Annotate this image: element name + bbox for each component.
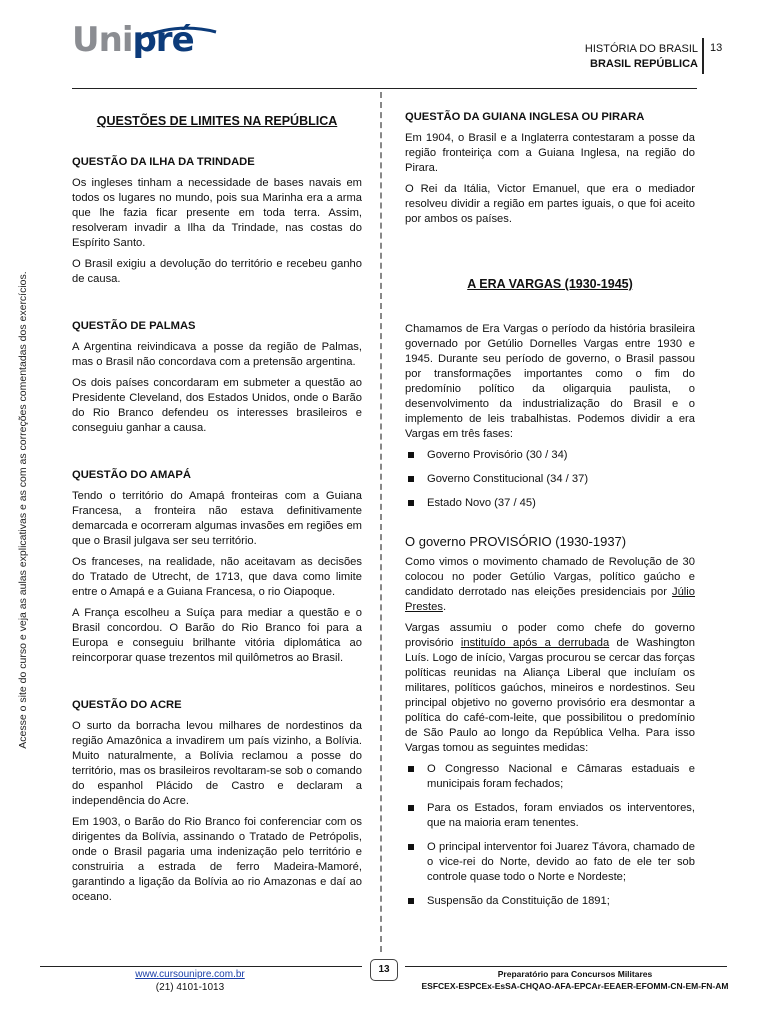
heading-palmas: QUESTÃO DE PALMAS — [72, 320, 196, 332]
side-note-text: Acesse o site do curso e veja as aulas explicativas e as com as correções comentadas dos exercícios. — [17, 271, 29, 749]
side-note — [8, 250, 38, 770]
header-divider — [702, 38, 704, 74]
paragraph: O surto da borracha levou milhares de nordestinos da região Amazônica a invadirem um país vizinho, a Bolívia. Muito naturalmente, a Bolívia reclamou a posse do território, mas os brasileiros revoltaram-se sob o comando do espanhol Plácido de Castro e declaram a independência do Acre. — [72, 720, 362, 807]
section-title-limites: QUESTÕES DE LIMITES NA REPÚBLICA — [96, 114, 338, 128]
paragraph: Em 1903, o Barão do Rio Branco foi conferenciar com os dirigentes da Bolívia, assinando o Tratado de Petrópolis, onde o Brasil pagaria uma indenização pelo território e construiria a estrada de ferro Madeira-Mamoré, garantindo a ligação da Bolívia ao rio Amazonas e daí ao oceano. — [72, 816, 362, 903]
heading-trindade: QUESTÃO DA ILHA DA TRINDADE — [72, 156, 255, 168]
phases-list — [405, 448, 695, 511]
footer-courses-title: Preparatório para Concursos Militares — [497, 969, 653, 979]
column-divider — [380, 92, 382, 952]
paragraph: Chamamos de Era Vargas o período da história brasileira governado por Getúlio Dornelles Vargas entre 1930 e 1945. Durante seu período de governo, o Brasil passou por transformações importantes como o fim do predomínio político da oligarquia paulista, o desenvolvimento da industrialização do Brasil e o implemento de leis trabalhistas. Podemos dividir a era Vargas em três fases: — [405, 323, 695, 440]
paragraph: Vargas assumiu o poder como chefe do governo provisório instituído após a derrubada de Washington Luís. Logo de início, Vargas procurou se cercar das forças políticas reunidas na Aliança Liberal que incluíam os militares, políticos gaúchos, mineiros e nordestinos. Seu principal objetivo no governo provisório era desmontar a política do café-com-leite, que possibilitou o predomínio de São Paulo ao longo da República Velha. Para isso Vargas tomou as seguintes medidas: — [405, 622, 696, 754]
paragraph: O Brasil exigiu a devolução do território e recebeu ganho de causa. — [72, 258, 362, 285]
right-column — [405, 110, 695, 918]
list-item: Governo Constitucional (34 / 37) — [405, 472, 695, 487]
list-item: O principal interventor foi Juarez Távora, chamado de o vice-rei do Norte, devido ao fato de ele ter sob controle quase todo o Norte e Nordeste; — [405, 840, 695, 885]
logo-uni-text: Uni — [72, 20, 133, 60]
list-item: Para os Estados, foram enviados os interventores, que na maioria eram tenentes. — [405, 801, 695, 831]
logo-swoosh-icon — [138, 26, 218, 40]
list-item: Governo Provisório (30 / 34) — [405, 448, 695, 463]
left-column — [72, 114, 362, 911]
header-page-number: 13 — [710, 42, 723, 54]
heading-governo-provisorio: O governo PROVISÓRIO (1930-1937) — [405, 534, 627, 549]
heading-guiana: QUESTÃO DA GUIANA INGLESA OU PIRARA — [405, 111, 645, 123]
logo-pre-text: pré — [132, 20, 194, 60]
unipre-logo — [72, 20, 222, 68]
page-header — [585, 42, 698, 72]
header-subject: HISTÓRIA DO BRASIL — [584, 43, 698, 55]
footer-rule-left — [40, 966, 362, 967]
paragraph: Os dois países concordaram em submeter a questão ao Presidente Cleveland, dos Estados Unidos, onde o Barão do Rio Branco defendeu os interesses brasileiros e conseguiu ganhar a causa. — [72, 377, 362, 434]
footer-courses-list: ESFCEX-ESPCEx-EsSA-CHQAO-AFA-EPCAr-EEAER-EFOMM-CN-EM-FN-AM — [421, 981, 729, 991]
footer-rule-right — [405, 966, 727, 967]
list-item: Suspensão da Constituição de 1891; — [405, 894, 695, 909]
footer-site-link[interactable]: www.cursounipre.com.br — [135, 969, 245, 980]
paragraph: Os ingleses tinham a necessidade de bases navais em todos os lugares no mundo, pois sua Marinha era a arma que lhe fazia ficar presente em toda terra. Assim, resolveram invadir a Ilha da Trindade, nas costas do Espírito Santo. — [72, 177, 362, 249]
section-title-era-vargas: A ERA VARGAS (1930-1945) — [467, 277, 633, 291]
list-item: Estado Novo (37 / 45) — [405, 496, 695, 511]
list-item: O Congresso Nacional e Câmaras estaduais e municipais foram fechados; — [405, 762, 695, 792]
paragraph: Tendo o território do Amapá fronteiras com a Guiana Francesa, a fronteira não estava definitivamente demarcada e ocorreram algumas invasões em regiões em que o Brasil julgava ser seu território. — [72, 490, 362, 547]
paragraph: A França escolheu a Suíça para mediar a questão e o Brasil concordou. O Barão do Rio Branco foi para a Europa e conseguiu brilhante vitória diplomática ao reincorporar quase trezentos mil quilômetros ao Brasil. — [72, 607, 362, 664]
paragraph: O Rei da Itália, Victor Emanuel, que era o mediador resolveu dividir a região em partes iguais, o que foi aceito por ambos os países. — [405, 183, 695, 225]
paragraph: Como vimos o movimento chamado de Revolução de 30 colocou no poder Getúlio Vargas, político gaúcho e candidato derrotado nas eleições presidenciais por Júlio Prestes. — [405, 556, 695, 613]
paragraph: A Argentina reivindicava a posse da região de Palmas, mas o Brasil não concordava com a pretensão argentina. — [72, 341, 362, 368]
paragraph: Em 1904, o Brasil e a Inglaterra contestaram a posse da região fronteiriça com a Guiana Inglesa, na região do Pirara. — [405, 132, 695, 174]
header-topic: BRASIL REPÚBLICA — [590, 58, 698, 70]
footer-page-number: 13 — [370, 959, 398, 981]
footer-phone: (21) 4101-1013 — [155, 982, 225, 993]
footer-contact — [100, 968, 280, 994]
heading-amapa: QUESTÃO DO AMAPÁ — [72, 469, 191, 481]
heading-acre: QUESTÃO DO ACRE — [72, 699, 182, 711]
paragraph: Os franceses, na realidade, não aceitavam as decisões do Tratado de Utrecht, de 1713, que dava como limite entre o Amapá e a Guiana Francesa, o rio Oiapoque. — [72, 556, 362, 598]
footer-courses — [400, 968, 750, 992]
measures-list — [405, 762, 695, 909]
header-rule — [72, 88, 697, 89]
